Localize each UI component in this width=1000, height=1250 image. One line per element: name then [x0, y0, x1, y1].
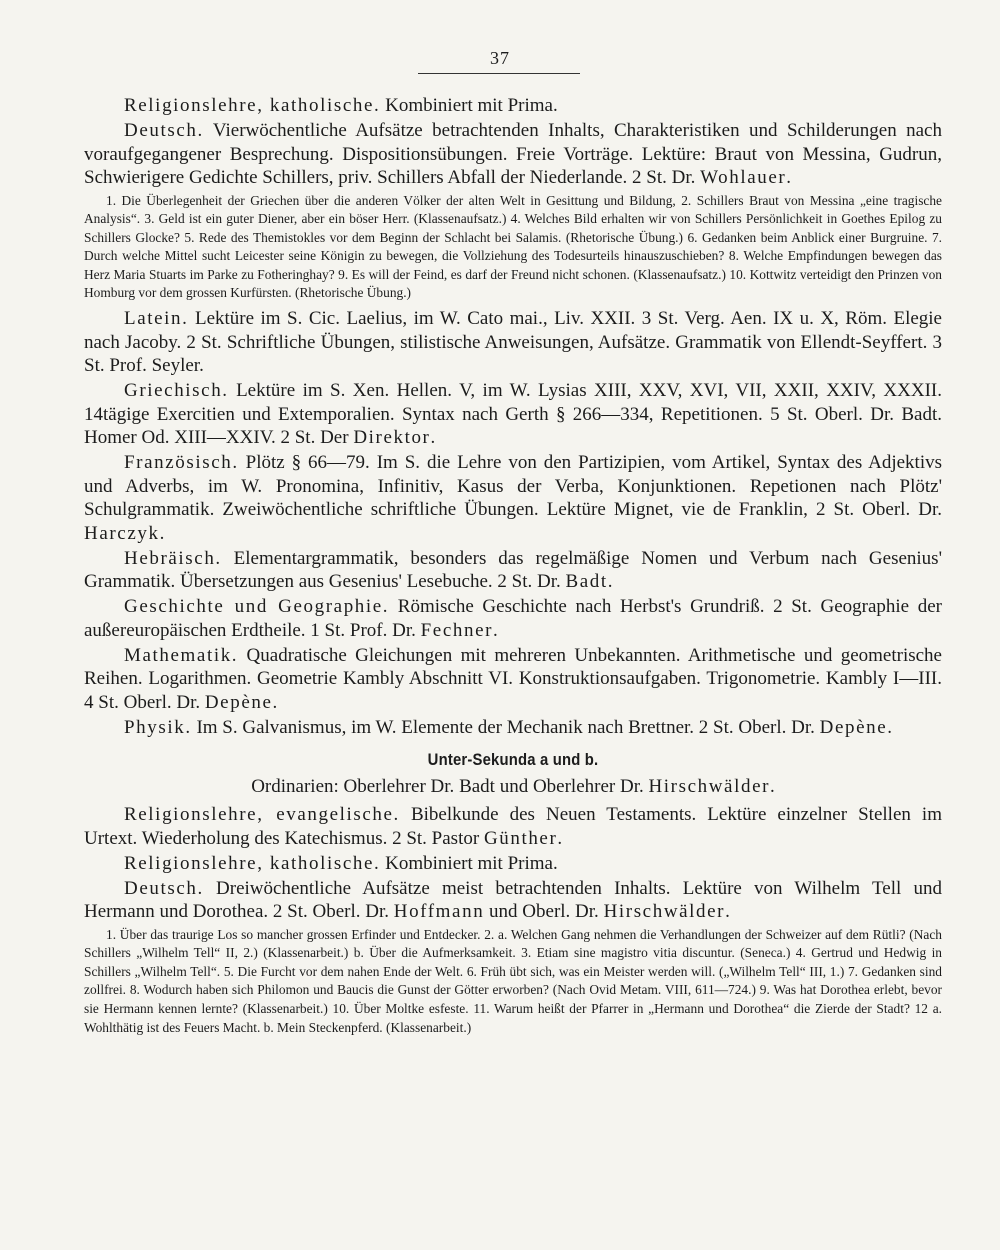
teacher-name: Hirschwälder	[603, 901, 726, 923]
subject-label: Physik.	[124, 716, 192, 738]
subject-text: Vierwöchentliche Aufsätze betrachtenden Inhalts, Charakteristiken und Schilderungen nach voraufgegangener Besprechung. Dispositionsübungen. Freie Vorträge. Lektüre: Braut von Messina, Gudrun, Schwierigere Gedichte Schillers, priv. Schillers Abfall der Niederlande. 2 St. Dr.	[84, 120, 942, 188]
subject-label: Mathematik.	[124, 644, 239, 666]
punct: .	[159, 522, 165, 544]
teacher-name: Günther	[483, 827, 558, 849]
subject-label: Religionslehre, katholische.	[124, 852, 381, 874]
subject-label: Deutsch.	[124, 120, 204, 141]
punct: .	[786, 167, 792, 188]
subject-label: Geschichte und Geographie.	[124, 596, 390, 618]
teacher-name: Direktor	[353, 427, 431, 449]
subject-label: Deutsch.	[124, 877, 204, 899]
subject-label: Französisch.	[124, 452, 239, 474]
punct: .	[557, 827, 563, 849]
punct: .	[607, 571, 613, 593]
upper-deutsch-themes: 1. Die Überlegenheit der Griechen über die anderen Völker der alten Welt in Gesittung und Bildung, 2. Schillers Braut von Messina „eine tragische Analysis“. 3. Geld ist ein guter Diener, aber ein böser Herr. (Klassenaufsatz.) 4. Welches Bild erhalten wir von Schillers Persönlichkeit in Goethes Epilog zu Schillers Glocke? 5. Rede des Themistokles vor dem Beginn der Schlacht bei Salamis. (Rhetorische Übung.) 6. Gedanken beim Anblick einer Burgruine. 7. Durch welche Mittel sucht Leicester seine Königin zu bewegen, die Vollziehung des Todesurteils hinauszuschieben? 8. Welche Empfindungen bewegen das Herz Maria Stuarts im Parke zu Fotheringhay? 9. Es will der Feind, es darf der Freund nicht schonen. (Klassenaufsatz.) 10. Kottwitz verteidigt den Prinzen von Homburg vor dem grossen Kurfürsten. (Rhetorische Übung.)	[84, 192, 942, 301]
upper-physik	[84, 716, 942, 740]
subject-label: Religionslehre, evangelische.	[124, 804, 400, 826]
subject-text: Dreiwöchentliche Aufsätze meist betrachtenden Inhalts. Lektüre von Wilhelm Tell und Hermann und Dorothea. 2 St. Oberl. Dr.	[84, 877, 942, 923]
teacher-name: Fechner	[420, 619, 494, 641]
upper-franzoesisch	[84, 451, 942, 545]
punct: .	[770, 776, 775, 798]
ordinarien-prefix: Ordinarien: Oberlehrer Dr.	[251, 776, 460, 798]
upper-hebraeisch	[84, 547, 942, 594]
subject-text: Lektüre im S. Xen. Hellen. V, im W. Lysias XIII, XXV, XVI, VII, XXII, XXIV, XXXII. 14tägige Exercitien und Extemporalien. Syntax nach Gerth § 266—334, Repetitionen. 5 St. Oberl. Dr.	[84, 380, 942, 425]
teacher-name: Harczyk	[84, 522, 160, 544]
teacher-name: Badt	[565, 571, 608, 593]
subject-text: Quadratische Gleichungen mit mehreren Unbekannten. Arithmetische und geometrische Reihen. Logarithmen. Geometrie Kambly Abschnitt VI. Konstruktionsaufgaben. Trigonometrie. Kambly I—III. 4 St. Oberl. Dr.	[84, 644, 942, 713]
punct: .	[493, 619, 498, 641]
subject-text: Kombiniert mit Prima.	[380, 95, 558, 116]
punct: .	[430, 427, 436, 449]
header-rule	[418, 73, 580, 74]
upper-griechisch	[84, 379, 942, 450]
subject-label: Latein.	[124, 308, 189, 330]
teacher-name: Depène	[204, 691, 273, 713]
subject-text: Kombiniert mit Prima.	[380, 852, 558, 874]
subject-text: und Oberl. Dr.	[484, 901, 604, 923]
teacher-name: Depène	[819, 716, 888, 738]
subject-text: Lektüre im S. Cic. Laelius, im W. Cato mai., Liv. XXII. 3 St. Verg. Aen. IX u. X, Röm. Elegie nach Jacoby. 2 St. Schriftliche Übungen, stilistische Anweisungen, Aufsätze. Grammatik von Ellendt-Seyffert. 3 St. Prof.	[84, 308, 942, 377]
subject-label: Hebräisch.	[124, 547, 222, 569]
punct: .	[272, 691, 278, 713]
subject-text: Plötz § 66—79. Im S. die Lehre von den Partizipien, vom Artikel, Syntax des Adjektivs und Adverbs, im W. Pronomina, Infinitiv, Kasus der Verba, Konjunktionen. Repetionen nach Plötz' Schulgrammatik. Zweiwöchentliche schriftliche Übungen. Lektüre Mignet, vie de Franklin, 2 St. Oberl. Dr.	[84, 452, 942, 521]
ordinarien-line	[84, 775, 942, 799]
teacher-name: Wohlauer	[700, 167, 787, 188]
subject-text: Bibelkunde des Neuen Testaments. Lektüre einzelner Stellen im Urtext. Wiederholung des Katechismus. 2 St. Pastor	[84, 804, 942, 849]
subject-label: Griechisch.	[124, 380, 229, 402]
upper-mathematik	[84, 644, 942, 715]
page-content	[84, 94, 942, 1041]
upper-latein	[84, 307, 942, 378]
teacher-name: Badt	[459, 776, 495, 798]
lower-religion-evangelisch	[84, 803, 942, 850]
upper-deutsch	[84, 119, 942, 190]
subject-text: Elementargrammatik, besonders das regelmäßige Nomen und Verbum nach Gesenius' Grammatik. Übersetzungen aus Gesenius' Lesebuche. 2 St. Dr.	[84, 547, 942, 593]
punct: .	[199, 355, 204, 377]
subject-text: . Homer Od. XIII—XXIV. 2 St. Der	[84, 403, 942, 449]
ordinarien-mid: und Oberlehrer Dr.	[494, 776, 649, 798]
subject-text: Im S. Galvanismus, im W. Elemente der Mechanik nach Brettner. 2 St. Oberl. Dr.	[191, 716, 820, 738]
lower-religion-katholisch	[84, 852, 942, 876]
upper-geschichte	[84, 595, 942, 642]
teacher-name: Hirschwälder	[648, 776, 771, 798]
punct: .	[887, 716, 893, 738]
section-heading: Unter-Sekunda a und b.	[427, 751, 599, 770]
page-number: 37	[490, 48, 510, 68]
subject-text: Römische Geschichte nach Herbst's Grundriß. 2 St. Geographie der außereuropäischen Erdtheile. 1 St. Prof. Dr.	[84, 596, 942, 641]
upper-religion-katholisch	[84, 94, 942, 118]
teacher-name: Badt	[901, 403, 938, 425]
teacher-name: Hoffmann	[393, 901, 485, 923]
teacher-name: Seyler	[151, 355, 200, 377]
subject-label: Religionslehre, katholische.	[124, 95, 381, 116]
punct: .	[725, 901, 730, 923]
lower-deutsch-themes: 1. Über das traurige Los so mancher grossen Erfinder und Entdecker. 2. a. Welchen Gang nehmen die Verhandlungen der Schweizer auf dem Rütli? (Nach Schillers „Wilhelm Tell“ II, 2.) (Klassenarbeit.) b. Über die Aufmerksamkeit. 3. Etiam sine magistro vitia discuntur. (Seneca.) 4. Gertrud und Hedwig in Schillers „Wilhelm Tell“. 5. Die Furcht vor dem nahen Ende der Welt. 6. Früh übt sich, was ein Meister werden will. („Wilhelm Tell“ III, 1.) 7. Gedanken sind zollfrei. 8. Wodurch haben sich Philomon und Baucis die Gunst der Götter erworben? (Nach Ovid Metam. VIII, 611—724.) 9. Was hat Dorothea erlebt, bevor sie Hermann kennen lernte? (Klassenarbeit.) 10. Über Moltke esfeste. 11. Warum heißt der Pfarrer in „Hermann und Dorothea“ die Zierde der Stadt? 12 a. Wohlthätig ist des Feuers Macht. b. Mein Steckenpferd. (Klassenarbeit.)	[84, 926, 942, 1035]
lower-deutsch	[84, 877, 942, 924]
